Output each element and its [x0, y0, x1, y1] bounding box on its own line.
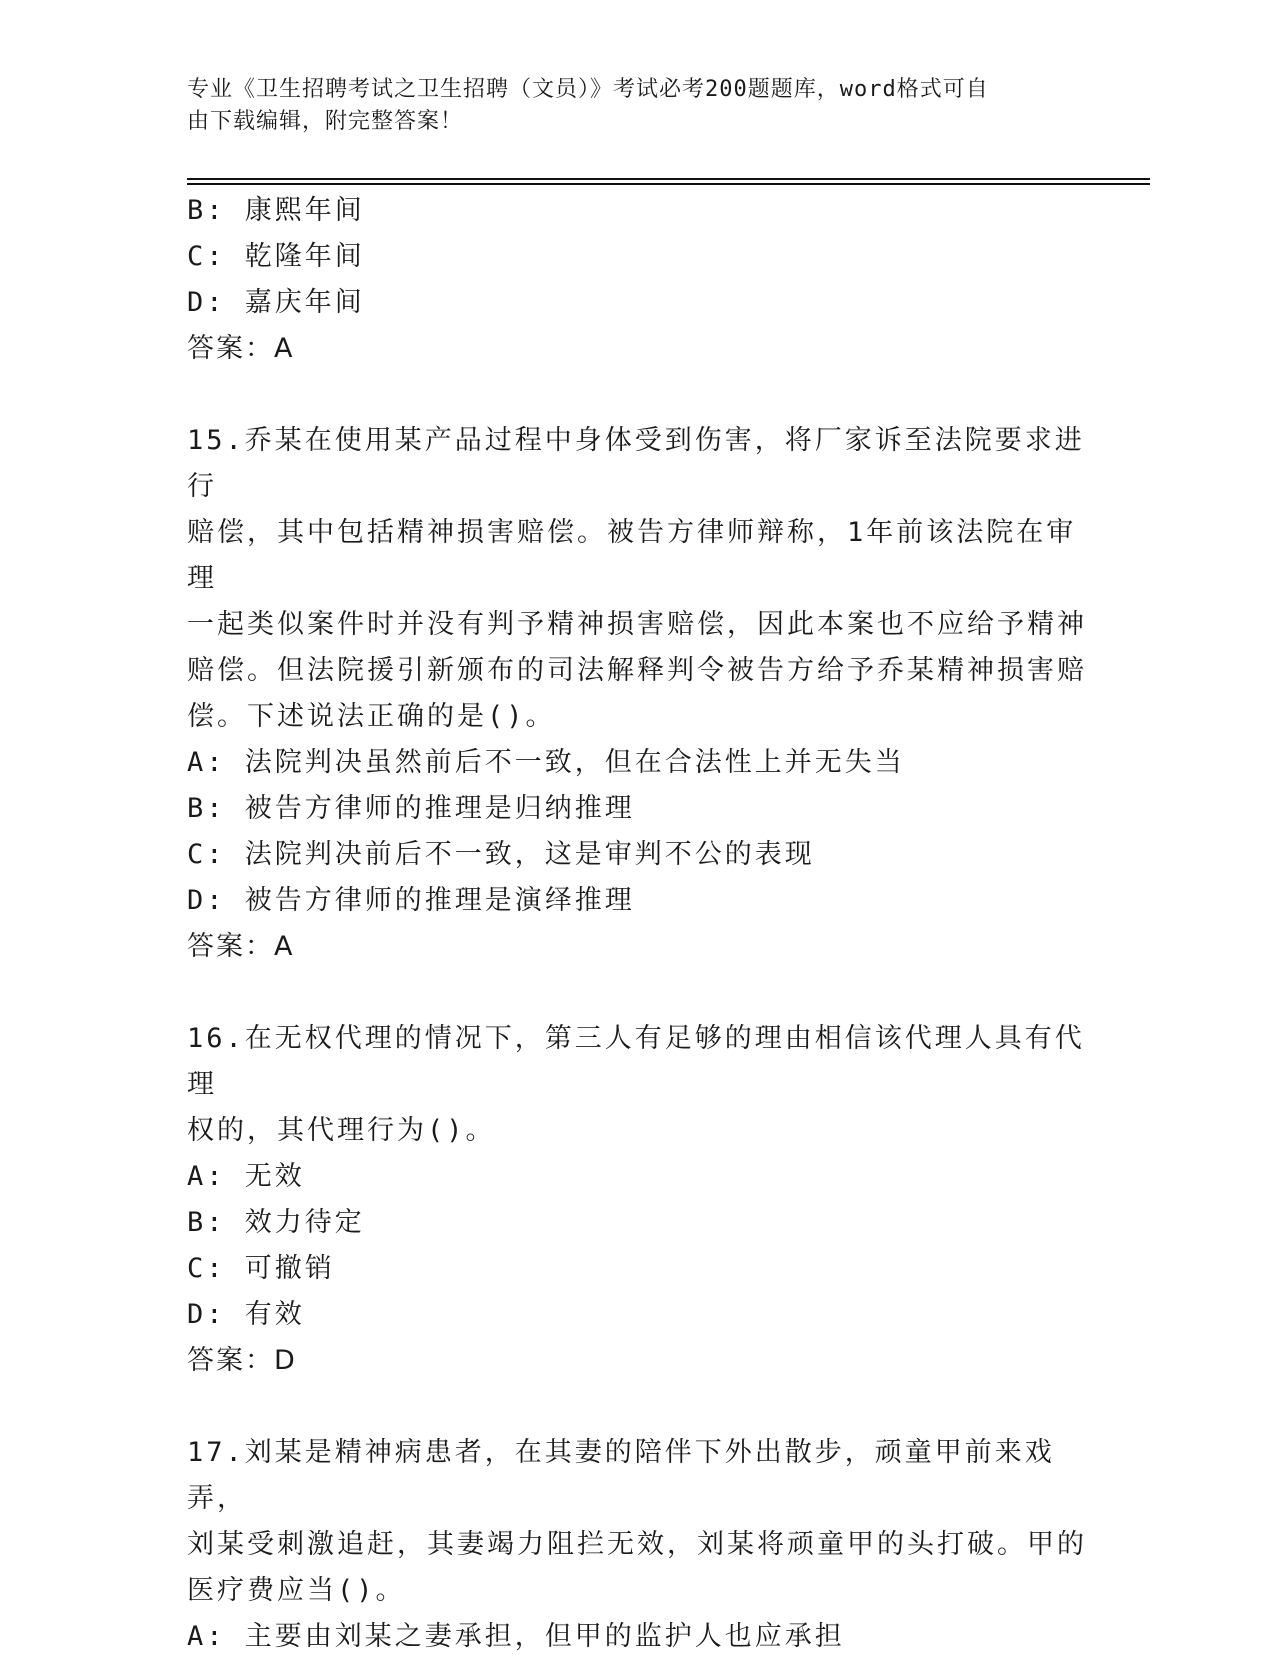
- question-text-line: 16.在无权代理的情况下，第三人有足够的理由相信该代理人具有代理: [187, 1023, 1085, 1100]
- question-text-line: 赔偿，其中包括精神损害赔偿。被告方律师辩称，1年前该法院在审理: [187, 517, 1077, 594]
- option-a: A: 无效: [187, 1161, 305, 1192]
- question-text-line: 刘某受刺激追赶，其妻竭力阻拦无效，刘某将顽童甲的头打破。甲的: [187, 1529, 1087, 1560]
- option-d: D: 被告方律师的推理是演绎推理: [187, 885, 635, 916]
- option-a: A: 法院判决虽然前后不一致，但在合法性上并无失当: [187, 747, 905, 778]
- answer-line: 答案：A: [187, 931, 295, 962]
- header-line-2: 由下载编辑，附完整答案！: [187, 109, 464, 134]
- document-header: [187, 74, 1067, 138]
- question-17: [187, 1430, 1087, 1660]
- question-text-line: 权的，其代理行为()。: [187, 1115, 496, 1146]
- question-text-line: 17.刘某是精神病患者，在其妻的陪伴下外出散步，顽童甲前来戏弄，: [187, 1437, 1055, 1514]
- option-c: C: 法院判决前后不一致，这是审判不公的表现: [187, 839, 815, 870]
- question-15: [187, 418, 1087, 970]
- option-c: C: 可撤销: [187, 1253, 335, 1284]
- question-text-line: 15.乔某在使用某产品过程中身体受到伤害，将厂家诉至法院要求进行: [187, 425, 1085, 502]
- option-c: C: 乾隆年间: [187, 241, 365, 272]
- header-line-1: 专业《卫生招聘考试之卫生招聘（文员）》考试必考200题题库，word格式可自: [187, 77, 989, 102]
- answer-line: 答案：D: [187, 1345, 297, 1376]
- question-text-line: 赔偿。但法院援引新颁布的司法解释判令被告方给予乔某精神损害赔: [187, 655, 1087, 686]
- answer-line: 答案：A: [187, 333, 295, 364]
- option-d: D: 有效: [187, 1299, 305, 1330]
- option-b: B: 被告方律师的推理是归纳推理: [187, 793, 635, 824]
- question-text-line: 一起类似案件时并没有判予精神损害赔偿，因此本案也不应给予精神: [187, 609, 1087, 640]
- question-16: [187, 1016, 1087, 1384]
- option-a: A: 主要由刘某之妻承担，但甲的监护人也应承担: [187, 1621, 845, 1652]
- document-body: [187, 188, 1087, 1660]
- header-divider-bottom: [187, 183, 1150, 185]
- option-b: B: 效力待定: [187, 1207, 365, 1238]
- question-text-line: 医疗费应当()。: [187, 1575, 406, 1606]
- option-d: D: 嘉庆年间: [187, 287, 365, 318]
- previous-question: [187, 188, 1087, 372]
- header-divider-top: [187, 178, 1150, 180]
- option-b: B: 康熙年间: [187, 195, 365, 226]
- question-text-line: 偿。下述说法正确的是()。: [187, 701, 556, 732]
